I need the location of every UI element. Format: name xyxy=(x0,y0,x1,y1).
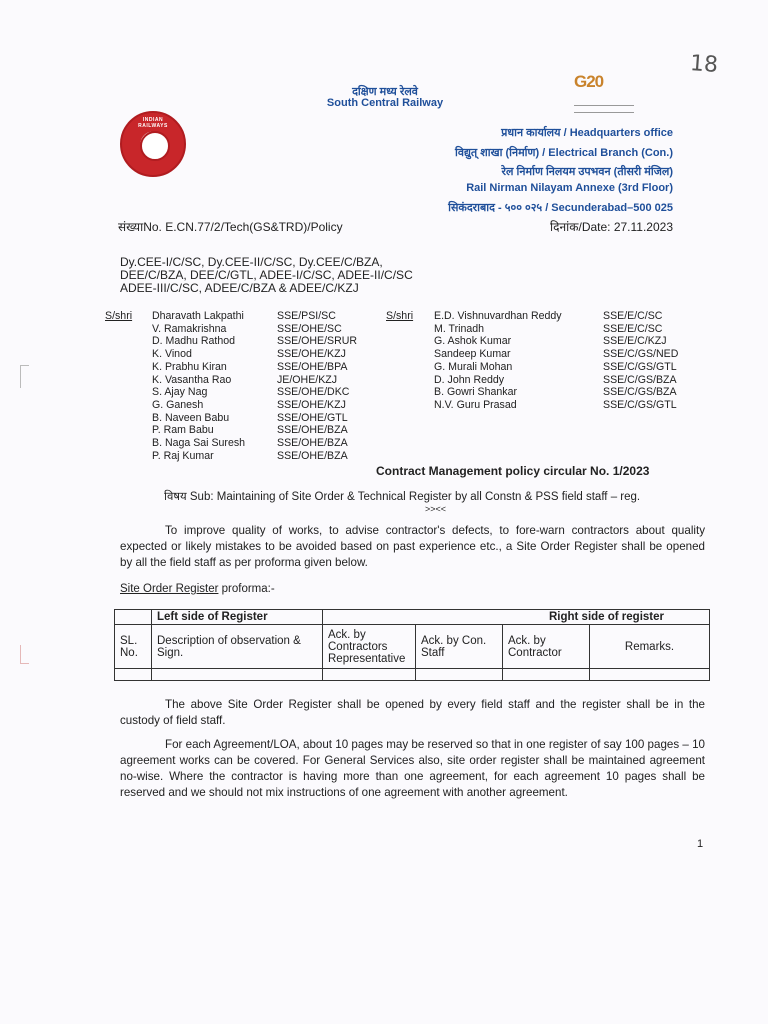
staff-post: SSE/C/GS/GTL xyxy=(603,360,677,373)
office-line-1: प्रधान कार्यालय / Headquarters office xyxy=(501,127,673,139)
paragraph-intro: To improve quality of works, to advise contractor's defects, to fore-warn contractors about quality expected or likely mistakes to be avoided based on past experience etc., a Site Order Register shall be opened by all the field staff as per proforma given below. xyxy=(120,524,705,569)
table-row xyxy=(115,669,710,681)
subject-mark: >><< xyxy=(425,504,447,514)
staff-post: SSE/C/GS/NED xyxy=(603,348,679,361)
margin-mark xyxy=(20,645,29,664)
staff-post: SSE/C/GS/BZA xyxy=(603,386,677,399)
office-line-4: Rail Nirman Nilayam Annexe (3rd Floor) xyxy=(466,182,673,194)
g20-logo xyxy=(574,72,603,92)
staff-name: G. Ganesh xyxy=(152,398,204,411)
emblem-text: INDIAN RAILWAYS xyxy=(138,117,168,129)
staff-prefix-left: S/shri xyxy=(105,310,133,322)
staff-post: SSE/OHE/DKC xyxy=(277,386,350,399)
proforma-label xyxy=(120,583,275,595)
staff-post: SSE/OHE/BZA xyxy=(277,424,348,437)
indian-railways-emblem xyxy=(120,111,186,177)
staff-name: G. Ashok Kumar xyxy=(434,335,512,348)
table-cell xyxy=(115,669,152,681)
staff-left-names xyxy=(152,310,245,462)
staff-post: SSE/E/C/SC xyxy=(603,310,663,322)
letter-date: दिनांक/Date: 27.11.2023 xyxy=(550,220,673,234)
description-header: Description of observation & Sign. xyxy=(152,625,323,669)
staff-right-names xyxy=(434,310,562,412)
table-header-row xyxy=(115,610,710,625)
staff-name: Sandeep Kumar xyxy=(434,348,511,361)
staff-post: SSE/C/GS/BZA xyxy=(603,373,677,386)
staff-post: SSE/OHE/KZJ xyxy=(277,348,346,361)
table-cell xyxy=(152,669,323,681)
circular-title: Contract Management policy circular No. 1/2023 xyxy=(376,464,650,478)
addressees xyxy=(120,256,413,295)
ack-staff-header: Ack. by Con. Staff xyxy=(416,625,503,669)
staff-right-posts xyxy=(603,310,678,412)
proforma-label-suffix: proforma:- xyxy=(218,583,275,595)
g20-tagline xyxy=(574,105,634,113)
staff-post: SSE/OHE/SRUR xyxy=(277,335,358,348)
staff-name: B. Naga Sai Suresh xyxy=(152,437,246,450)
staff-post: SSE/OHE/BZA xyxy=(277,437,348,450)
ack-contractor-header: Ack. by Contractor xyxy=(503,625,590,669)
staff-name: S. Ajay Nag xyxy=(152,386,208,399)
table-cell xyxy=(416,669,503,681)
staff-post: SSE/OHE/KZJ xyxy=(277,398,346,411)
addressee-line-2: DEE/C/BZA, DEE/C/GTL, ADEE-I/C/SC, ADEE-II/C/SC xyxy=(120,268,413,282)
staff-name: K. Vasantha Rao xyxy=(152,373,232,386)
staff-name: N.V. Guru Prasad xyxy=(434,398,517,411)
table-subheader-row xyxy=(115,625,710,669)
railway-name-english: South Central Railway xyxy=(326,97,444,109)
staff-left-posts xyxy=(277,310,357,462)
staff-post: JE/OHE/KZJ xyxy=(277,373,338,386)
staff-post: SSE/OHE/SC xyxy=(277,322,342,335)
staff-name: V. Ramakrishna xyxy=(152,322,227,335)
railway-name-hindi: दक्षिण मध्य रेलवे xyxy=(352,86,418,98)
staff-post: SSE/E/C/SC xyxy=(603,322,663,335)
proforma-label-underlined: Site Order Register xyxy=(120,583,219,595)
handwritten-page-number: 18 xyxy=(689,51,719,78)
remarks-header: Remarks. xyxy=(590,625,710,669)
staff-name: K. Vinod xyxy=(152,348,192,361)
table-cell xyxy=(590,669,710,681)
paragraph-custody: The above Site Order Register shall be opened by every field staff and the register shall be in the custody of field staff. xyxy=(120,698,705,727)
site-order-register-table xyxy=(114,609,710,681)
left-side-header: Left side of Register xyxy=(152,610,323,625)
staff-name: K. Prabhu Kiran xyxy=(152,360,227,373)
staff-name: G. Murali Mohan xyxy=(434,360,513,373)
staff-name: B. Gowri Shankar xyxy=(434,386,518,399)
staff-post: SSE/PSI/SC xyxy=(277,310,336,322)
staff-name: M. Trinadh xyxy=(434,322,485,335)
addressee-line-3: ADEE-III/C/SC, ADEE/C/BZA & ADEE/C/KZJ xyxy=(120,281,359,295)
office-line-3: रेल निर्माण निलयम उपभवन (तीसरी मंजिल) xyxy=(501,166,673,178)
table-cell-empty xyxy=(115,610,152,625)
sl-no-header: SL. No. xyxy=(115,625,152,669)
staff-name: P. Ram Babu xyxy=(152,424,214,437)
subject-line: विषय Sub: Maintaining of Site Order & Technical Register by all Constn & PSS field staff – reg. xyxy=(164,491,641,503)
table-cell xyxy=(323,669,416,681)
g20-logo-text: G20 xyxy=(574,72,604,91)
staff-name: D. Madhu Rathod xyxy=(152,335,236,348)
staff-prefix-right: S/shri xyxy=(386,310,414,322)
ack-representative-header: Ack. by Contractors Representative xyxy=(323,625,416,669)
margin-mark xyxy=(20,365,29,388)
table-cell xyxy=(503,669,590,681)
right-side-header: Right side of register xyxy=(323,610,710,625)
office-line-5: सिकंदराबाद - ५०० ०२५ / Secunderabad–500 025 xyxy=(448,202,673,214)
paragraph-agreement-pages: For each Agreement/LOA, about 10 pages may be reserved so that in one register of say 100 pages – 10 agreement works can be covered. For General Services also, site order register shall be maintained agreement no-wise. Where the contractor is having more than one agreement, for each agreement 10 pages shall be reserved and we should not mix instructions of one agreement with another agreement. xyxy=(120,738,705,799)
reference-number: संख्याNo. E.CN.77/2/Tech(GS&TRD)/Policy xyxy=(118,220,343,234)
addressee-line-1: Dy.CEE-I/C/SC, Dy.CEE-II/C/SC, Dy.CEE/C/BZA, xyxy=(120,255,383,269)
emblem-center xyxy=(140,131,170,161)
staff-name: P. Raj Kumar xyxy=(152,449,214,462)
staff-post: SSE/C/GS/GTL xyxy=(603,398,677,411)
staff-name: D. John Reddy xyxy=(434,373,505,386)
staff-name: B. Naveen Babu xyxy=(152,411,230,424)
staff-name: Dharavath Lakpathi xyxy=(152,310,244,322)
staff-name: E.D. Vishnuvardhan Reddy xyxy=(434,310,562,322)
office-line-2: विद्युत् शाखा (निर्माण) / Electrical Branch (Con.) xyxy=(455,147,673,159)
staff-post: SSE/E/C/KZJ xyxy=(603,335,667,348)
staff-post: SSE/OHE/GTL xyxy=(277,411,348,424)
staff-post: SSE/OHE/BZA xyxy=(277,449,348,462)
staff-post: SSE/OHE/BPA xyxy=(277,360,348,373)
page-number: 1 xyxy=(697,838,704,850)
